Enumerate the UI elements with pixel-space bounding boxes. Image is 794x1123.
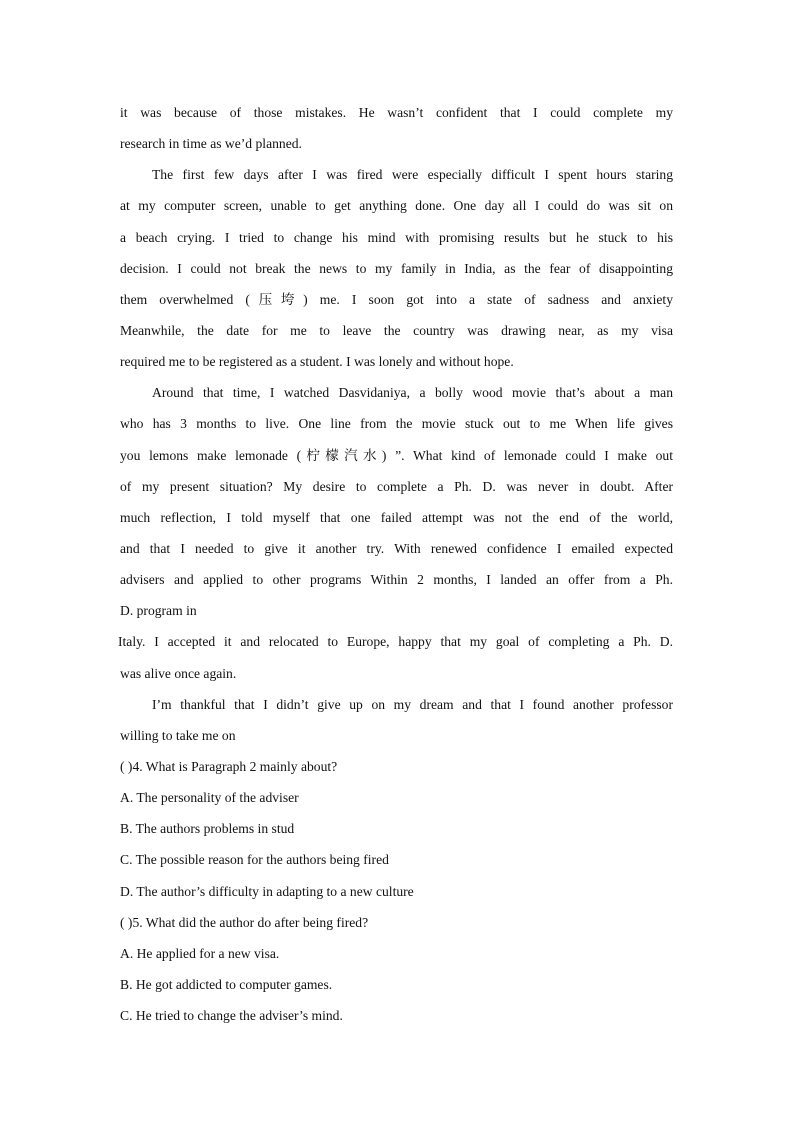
passage-line: who has 3 months to live. One line from the movie stuck out to me When life gives bbox=[120, 416, 673, 432]
answer-option: C. The possible reason for the authors being fired bbox=[120, 852, 389, 868]
question-5 bbox=[120, 907, 673, 1032]
reading-passage bbox=[120, 97, 673, 751]
passage-line: Around that time, I watched Dasvidaniya, a bolly wood movie that’s about a man bbox=[152, 385, 673, 401]
question-prompt: ( )5. What did the author do after being fired? bbox=[120, 914, 369, 930]
passage-line: Italy. I accepted it and relocated to Europe, happy that my goal of completing a Ph. D. bbox=[118, 634, 673, 650]
passage-line: I’m thankful that I didn’t give up on my dream and that I found another professor bbox=[152, 696, 673, 712]
answer-option: C. He tried to change the adviser’s mind. bbox=[120, 1008, 343, 1024]
passage-line: of my present situation? My desire to complete a Ph. D. was never in doubt. After bbox=[120, 478, 673, 494]
question-4 bbox=[120, 751, 673, 907]
passage-line: and that I needed to give it another try. With renewed confidence I emailed expected bbox=[120, 540, 673, 556]
passage-line: Meanwhile, the date for me to leave the country was drawing near, as my visa bbox=[120, 322, 673, 338]
answer-option: D. The author’s difficulty in adapting to a new culture bbox=[120, 883, 414, 899]
passage-line: required me to be registered as a student. I was lonely and without hope. bbox=[120, 354, 514, 370]
passage-line: D. program in bbox=[120, 603, 197, 619]
question-prompt: ( )4. What is Paragraph 2 mainly about? bbox=[120, 758, 338, 774]
passage-line: The first few days after I was fired were especially difficult I spent hours staring bbox=[152, 167, 673, 183]
answer-option: B. The authors problems in stud bbox=[120, 821, 295, 837]
passage-line: you lemons make lemonade (柠檬汽水) ”. What kind of lemonade could I make out bbox=[120, 447, 673, 463]
passage-line: much reflection, I told myself that one failed attempt was not the end of the world, bbox=[120, 509, 673, 525]
answer-option: A. He applied for a new visa. bbox=[120, 945, 280, 961]
passage-line: a beach crying. I tried to change his mind with promising results but he stuck to his bbox=[120, 229, 673, 245]
passage-line: research in time as we’d planned. bbox=[120, 136, 302, 152]
passage-line: willing to take me on bbox=[120, 727, 236, 743]
passage-line: it was because of those mistakes. He wasn’t confident that I could complete my bbox=[120, 105, 673, 120]
passage-line: decision. I could not break the news to my family in India, as the fear of disappointing bbox=[120, 260, 673, 276]
answer-option: A. The personality of the adviser bbox=[120, 790, 299, 806]
passage-line: them overwhelmed (压垮) me. I soon got into a state of sadness and anxiety bbox=[120, 291, 673, 307]
passage-line: at my computer screen, unable to get anything done. One day all I could do was sit on bbox=[120, 198, 673, 214]
passage-line: was alive once again. bbox=[120, 665, 237, 681]
document-page bbox=[120, 97, 673, 1031]
answer-option: B. He got addicted to computer games. bbox=[120, 976, 333, 992]
passage-line: advisers and applied to other programs Within 2 months, I landed an offer from a Ph. bbox=[120, 572, 673, 588]
